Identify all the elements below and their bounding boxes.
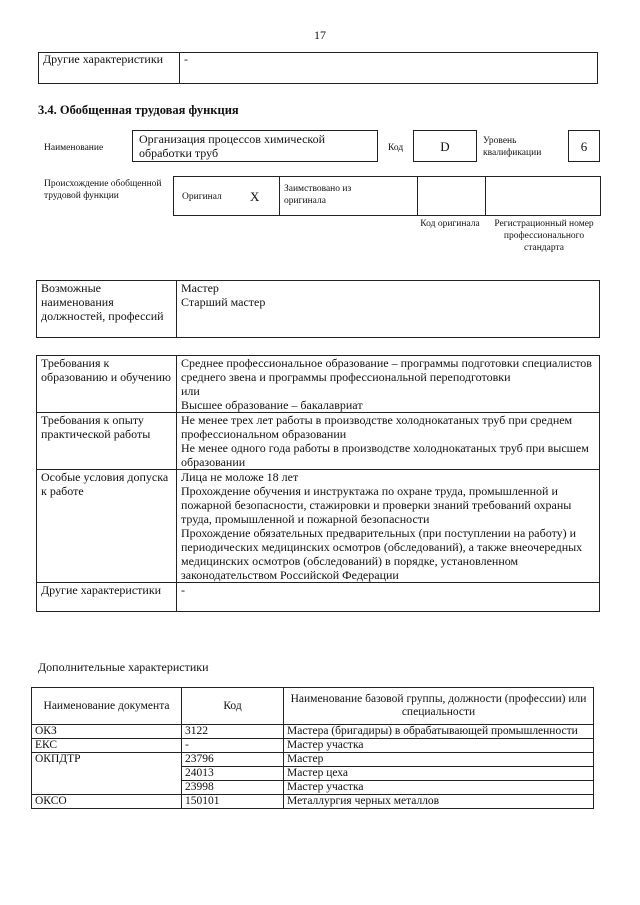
code-label: Код xyxy=(388,143,404,153)
special-conditions-value xyxy=(177,470,600,583)
special-conditions-line: Лица не моложе 18 лет xyxy=(181,470,299,484)
row-name: Мастер участка xyxy=(284,739,594,753)
row-code: - xyxy=(182,739,284,753)
position-item: Старший мастер xyxy=(181,295,266,309)
row-code: 23998 xyxy=(182,781,284,795)
other-label: Другие характеристики xyxy=(37,583,177,612)
borrowed-label: Заимствовано из оригинала xyxy=(284,184,352,206)
section-title: 3.4. Обобщенная трудовая функция xyxy=(38,103,239,117)
row-code: 150101 xyxy=(182,795,284,809)
function-name-value: Организация процессов химической обработки труб xyxy=(132,130,378,162)
special-conditions-label: Особые условия допуска к работе xyxy=(37,470,177,583)
row-doc: ОКПДТР xyxy=(32,753,182,795)
page-number: 17 xyxy=(314,28,326,42)
table-row xyxy=(32,739,594,753)
row-code: 3122 xyxy=(182,725,284,739)
code-original-caption: Код оригинала xyxy=(420,219,480,229)
special-conditions-line: Прохождение обучения и инструктажа по охране труда, промышленной и пожарной безопасности, стажировки и проверки знаний требований охраны труда, промышленной и пожарной безопасности xyxy=(181,484,572,526)
special-conditions-line: Прохождение обязательных предварительных (при поступлении на работу) и периодических медицинских осмотров (обследований), а также внеочередных медицинских осмотров (обследований) в порядке, установленном законодательством Российской Федерации xyxy=(181,526,583,582)
experience-label: Требования к опыту практической работы xyxy=(37,413,177,470)
row-name: Мастер цеха xyxy=(284,767,594,781)
row-name: Мастер xyxy=(284,753,594,767)
table-row xyxy=(32,795,594,809)
header-name: Наименование базовой группы, должности (профессии) или специальности xyxy=(284,688,594,725)
education-line: Среднее профессиональное образование – программы подготовки специалистов среднего звена и программы профессиональной переподготовки xyxy=(181,356,592,384)
name-label: Наименование xyxy=(44,143,104,153)
other-characteristics-table xyxy=(38,52,598,84)
positions-table xyxy=(36,280,600,338)
position-item: Мастер xyxy=(181,281,219,295)
qualification-level-value: 6 xyxy=(568,130,600,162)
row-doc: ЕКС xyxy=(32,739,182,753)
header-code: Код xyxy=(182,688,284,725)
original-mark: X xyxy=(250,189,260,204)
experience-line: Не менее трех лет работы в производстве холоднокатаных труб при среднем профессиональном образовании xyxy=(181,413,573,441)
row-name: Мастер участка xyxy=(284,781,594,795)
table-row xyxy=(32,753,594,767)
origin-label: Происхождение обобщенной трудовой функции xyxy=(44,179,162,201)
row-code: 24013 xyxy=(182,767,284,781)
education-line: Высшее образование – бакалавриат xyxy=(181,398,363,412)
other-characteristics-value: - xyxy=(180,53,598,84)
row-name: Мастера (бригадиры) в обрабатывающей промышленности xyxy=(284,725,594,739)
other-characteristics-label: Другие характеристики xyxy=(39,53,180,84)
row-code: 23796 xyxy=(182,753,284,767)
additional-table xyxy=(31,687,594,809)
origin-divider-3 xyxy=(485,177,486,215)
origin-table xyxy=(173,176,601,216)
original-label: Оригинал xyxy=(182,192,222,202)
education-line: или xyxy=(181,384,200,398)
positions-label: Возможные наименования должностей, профессий xyxy=(37,281,177,338)
table-row xyxy=(32,725,594,739)
reg-number-caption: Регистрационный номер профессионального стандарта xyxy=(494,219,594,253)
header-doc: Наименование документа xyxy=(32,688,182,725)
education-label: Требования к образованию и обучению xyxy=(37,356,177,413)
function-code-value: D xyxy=(413,130,477,162)
additional-title: Дополнительные характеристики xyxy=(38,660,209,674)
origin-divider-2 xyxy=(417,177,418,215)
education-value xyxy=(177,356,600,413)
requirements-table xyxy=(36,355,600,612)
experience-line: Не менее одного года работы в производстве холоднокатаных труб при высшем образовании xyxy=(181,441,589,469)
row-doc: ОКЗ xyxy=(32,725,182,739)
positions-values xyxy=(177,281,600,338)
qualification-level-label: Уровень квалификации xyxy=(483,136,542,158)
row-name: Металлургия черных металлов xyxy=(284,795,594,809)
origin-divider xyxy=(279,177,280,215)
other-value: - xyxy=(177,583,600,612)
experience-value xyxy=(177,413,600,470)
row-doc: ОКСО xyxy=(32,795,182,809)
